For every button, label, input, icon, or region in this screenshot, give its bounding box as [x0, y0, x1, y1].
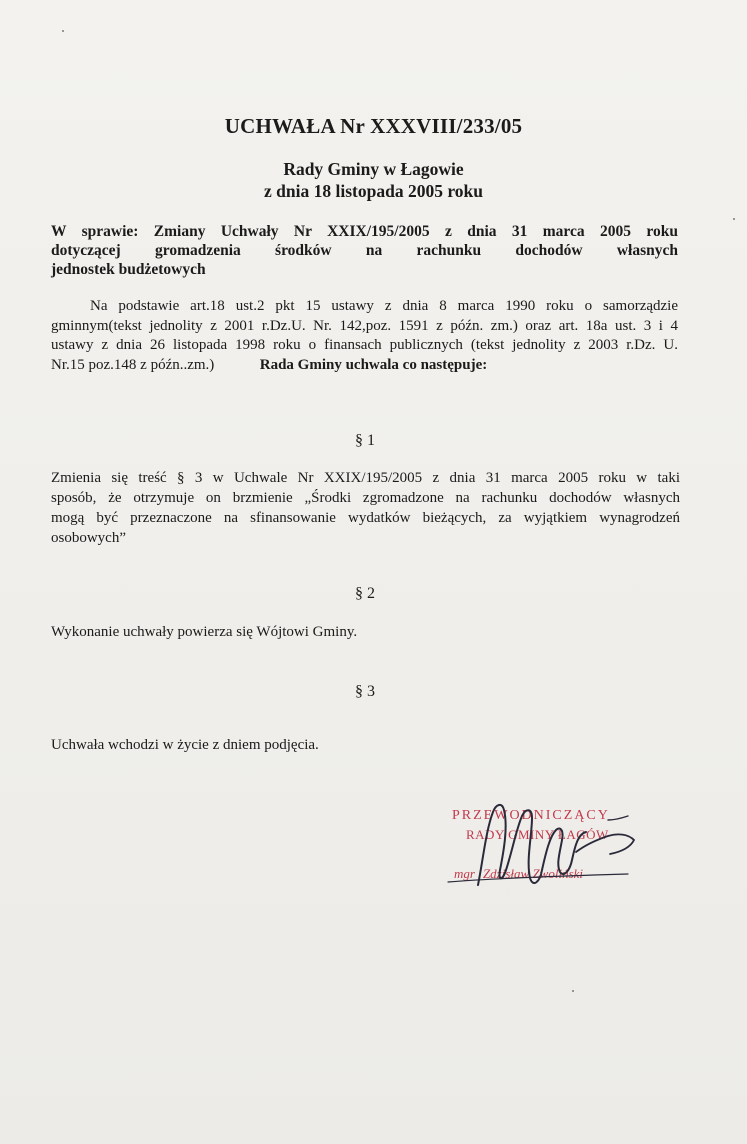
scan-speck [733, 218, 735, 220]
section-1-line: osobowych” [51, 530, 126, 546]
scan-speck [62, 30, 64, 32]
stamp-title: PRZEWODNICZĄCY [452, 808, 610, 823]
subject-line: jednostek budżetowych [51, 261, 206, 278]
subject-line: dotyczącej gromadzenia środków na rachunku dochodów własnych [51, 242, 678, 259]
section-3-text: Uchwała wchodzi w życie z dniem podjęcia. [51, 737, 319, 753]
stamp-degree: mgr [454, 866, 475, 881]
section-1-line: sposób, że otrzymuje on brzmienie „Środki zgromadzone na rachunku dochodów własnych [51, 490, 680, 506]
resolves-heading: Rada Gminy uchwala co następuje: [259, 357, 488, 373]
basis-line: ustawy z dnia 26 listopada 1998 roku o finansach publicznych (tekst jednolity z 2003 r.Dz. U. [51, 337, 678, 353]
section-2-text: Wykonanie uchwały powierza się Wójtowi Gminy. [51, 624, 358, 640]
subject-paragraph [51, 222, 678, 279]
section-1-text [51, 468, 680, 548]
stamp-council: RADY GMINY ŁAGÓW [466, 827, 609, 842]
handwritten-signature [438, 790, 658, 900]
section-1-line: mogą być przeznaczone na sfinansowanie wydatków bieżących, za wyjątkiem wynagrodzeń [51, 510, 680, 526]
official-stamp [438, 790, 658, 900]
section-1-line: Zmienia się treść § 3 w Uchwale Nr XXIX/195/2005 z dnia 31 marca 2005 roku w taki [51, 470, 680, 486]
subject-line: W sprawie: Zmiany Uchwały Nr XXIX/195/2005 z dnia 31 marca 2005 roku [51, 223, 678, 240]
section-1-heading: § 1 [355, 432, 375, 449]
council-name: Rady Gminy w Łagowie [283, 159, 464, 179]
basis-line: Na podstawie art.18 ust.2 pkt 15 ustawy z dnia 8 marca 1990 roku o samorządzie [90, 298, 678, 314]
resolution-date: z dnia 18 listopada 2005 roku [264, 181, 483, 201]
section-3-heading: § 3 [355, 683, 375, 700]
stamp-name: Zdzisław Zwoliński [482, 866, 584, 881]
scan-speck [572, 990, 574, 992]
resolution-title: UCHWAŁA Nr XXXVIII/233/05 [224, 114, 523, 138]
basis-line: gminnym(tekst jednolity z 2001 r.Dz.U. Nr. 142,poz. 1591 z późn. zm.) oraz art. 18a ust. 3 i 4 [51, 317, 678, 334]
section-2-heading: § 2 [355, 585, 375, 602]
basis-line: Nr.15 poz.148 z późn..zm.) [51, 356, 215, 373]
